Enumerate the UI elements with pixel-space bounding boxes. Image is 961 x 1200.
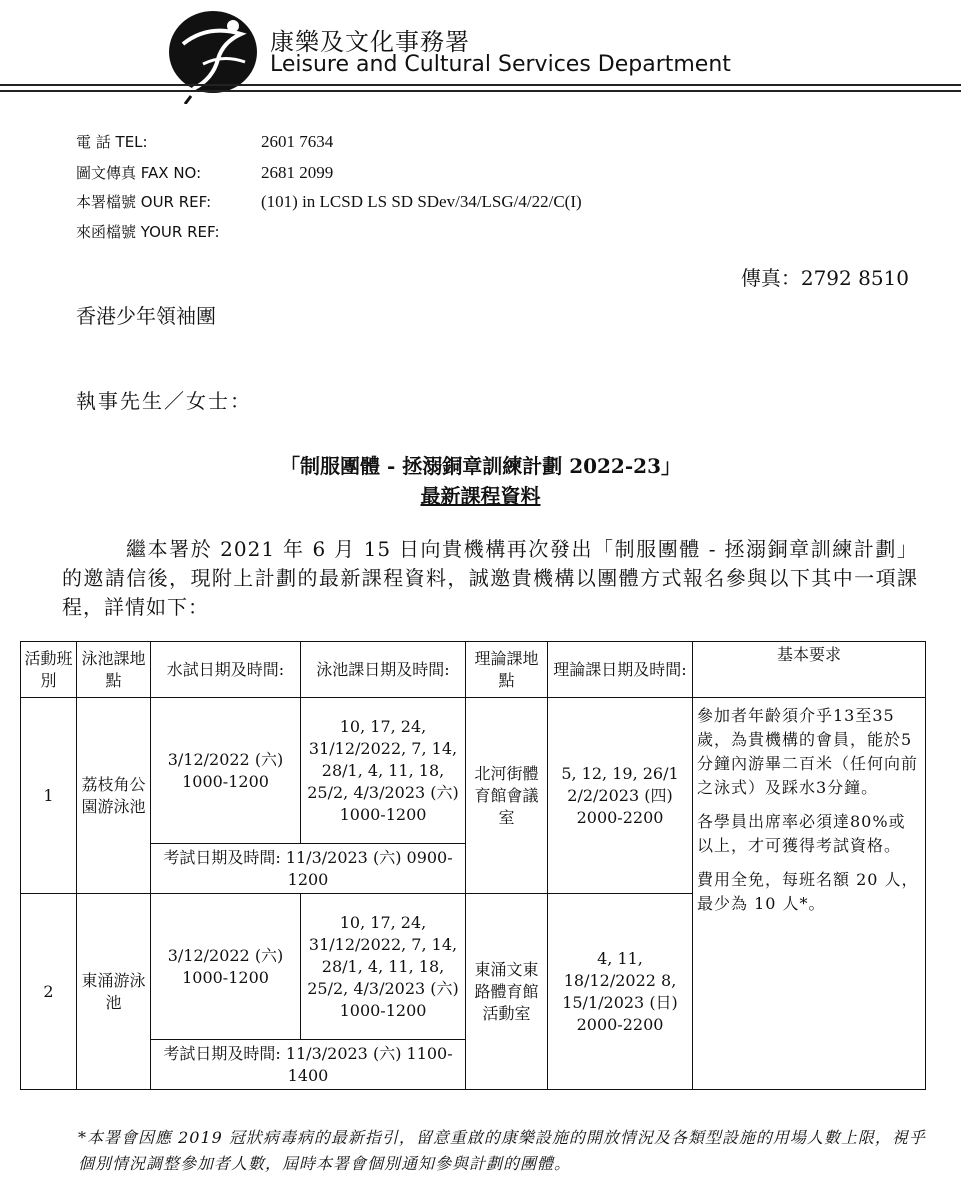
salutation: 執事先生／女士： — [76, 389, 252, 413]
header-water-test: 水試日期及時間: — [151, 642, 301, 698]
header-theory-venue: 理論課地點 — [466, 642, 548, 698]
recipient-fax: 傳真：2792 8510 — [740, 266, 909, 290]
header-pool-class: 泳池課日期及時間: — [301, 642, 466, 698]
tel-label: 電 話 TEL: — [76, 133, 148, 151]
requirement-item: 費用全免，每班名額 20 人，最少為 10 人*。 — [697, 870, 919, 913]
recipient-name: 香港少年領袖團 — [76, 304, 216, 328]
theory-date: 4, 11, 18/12/2022 8, 15/1/2023 (日) 2000-2200 — [548, 894, 693, 1090]
pool-venue: 荔枝角公園游泳池 — [77, 698, 151, 894]
class-no: 2 — [21, 894, 77, 1090]
exam-date: 考試日期及時間: 11/3/2023 (六) 0900-1200 — [151, 844, 466, 894]
table-row — [21, 698, 926, 844]
water-test: 3/12/2022 (六) 1000-1200 — [151, 698, 301, 844]
table-header-row — [21, 642, 926, 698]
department-name-english: Leisure and Cultural Services Department — [270, 52, 731, 77]
header-class-no: 活動班別 — [21, 642, 77, 698]
lcsd-logo — [163, 4, 265, 104]
theory-venue: 東涌文東路體育館活動室 — [466, 894, 548, 1090]
footnote: *本署會因應 2019 冠狀病毒病的最新指引，留意重啟的康樂設施的開放情況及各類型設施的用場人數上限，視乎個別情況調整參加者人數，屆時本署會個別通知參與計劃的團體。 — [78, 1128, 926, 1173]
document-title: 「制服團體 - 拯溺銅章訓練計劃 2022-23」 — [280, 454, 681, 478]
your-ref-label: 來函檔號 YOUR REF: — [76, 223, 220, 241]
requirement-item: 參加者年齡須介乎13至35歲，為貴機構的會員，能於5分鐘內游畢二百米（任何向前之泳式）及踩水3分鐘。 — [697, 706, 919, 797]
contact-fax — [76, 162, 333, 183]
department-name-chinese: 康樂及文化事務署 — [270, 28, 470, 56]
theory-date: 5, 12, 19, 26/1 2/2/2023 (四) 2000-2200 — [548, 698, 693, 894]
water-test: 3/12/2022 (六) 1000-1200 — [151, 894, 301, 1040]
contact-your-ref — [76, 221, 261, 242]
contact-tel — [76, 131, 333, 152]
our-ref-label: 本署檔號 OUR REF: — [76, 193, 212, 211]
theory-venue: 北河街體育館會議室 — [466, 698, 548, 894]
header-requirements: 基本要求 — [693, 642, 926, 698]
our-ref-value: (101) in LCSD LS SD SDev/34/LSG/4/22/C(I) — [261, 192, 582, 211]
pool-class: 10, 17, 24, 31/12/2022, 7, 14, 28/1, 4, 11, 18, 25/2, 4/3/2023 (六) 1000-1200 — [301, 894, 466, 1040]
fax-label: 圖文傳真 FAX NO: — [76, 164, 202, 182]
pool-class: 10, 17, 24, 31/12/2022, 7, 14, 28/1, 4, 11, 18, 25/2, 4/3/2023 (六) 1000-1200 — [301, 698, 466, 844]
header-rule-bottom — [0, 90, 961, 92]
intro-paragraph: 繼本署於 2021 年 6 月 15 日向貴機構再次發出「制服團體 - 拯溺銅章訓練計劃」的邀請信後，現附上計劃的最新課程資料，誠邀貴機構以團體方式報名參與以下其中一項課程，詳情如下： — [62, 537, 918, 619]
exam-date: 考試日期及時間: 11/3/2023 (六) 1100-1400 — [151, 1040, 466, 1090]
requirements-cell — [693, 698, 926, 1090]
fax-value: 2681 2099 — [261, 163, 334, 182]
header-theory-date: 理論課日期及時間: — [548, 642, 693, 698]
header-rule-top — [0, 84, 961, 86]
class-no: 1 — [21, 698, 77, 894]
schedule-table — [20, 641, 926, 1090]
document-subtitle: 最新課程資料 — [420, 484, 541, 508]
pool-venue: 東涌游泳池 — [77, 894, 151, 1090]
header-pool-venue: 泳池課地點 — [77, 642, 151, 698]
contact-our-ref — [76, 191, 582, 212]
requirement-item: 各學員出席率必須達80%或以上，才可獲得考試資格。 — [697, 812, 906, 855]
tel-value: 2601 7634 — [261, 132, 334, 151]
